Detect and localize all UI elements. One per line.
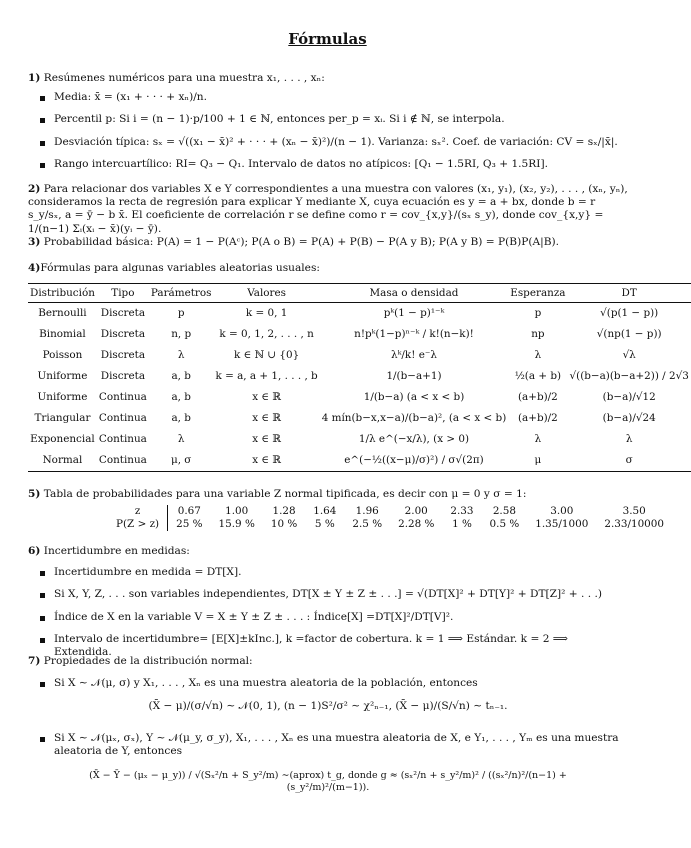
equation: (X̄ − μ)/(σ/√n) ∼ 𝒩(0, 1), (n − 1)S²/σ² ∼ χ²ₙ₋₁, (X̄ − μ)/(S/√n) ∼ tₙ₋₁. xyxy=(148,700,508,713)
z-value-cell: 3.50 xyxy=(622,505,646,518)
probability-cell: 0.5 % xyxy=(489,518,520,531)
table-cell: √(p(1 − p)) xyxy=(600,307,659,320)
table-cell: a, b xyxy=(171,370,191,383)
z-value-cell: 2.58 xyxy=(492,505,516,518)
z-value-cell: 2.33 xyxy=(450,505,474,518)
table-cell: √(np(1 − p)) xyxy=(596,328,662,341)
table-cell: k = 0, 1 xyxy=(245,307,288,320)
table-cell: Continua xyxy=(97,450,149,472)
list-item: Desviación típica: sₓ = √((x₁ − x̄)² + · · · + (xₙ − x̄)²)/(n − 1). Varianza: sₓ². Coef. de variación: CV = sₓ/|x̄|. xyxy=(28,136,628,149)
table-cell: Uniforme xyxy=(37,370,88,383)
probability-cell: 15.9 % xyxy=(218,518,255,531)
section-2 xyxy=(28,183,628,236)
table-cell: √λ xyxy=(622,349,636,362)
table-cell: 1/λ e^(−x/λ), (x > 0) xyxy=(358,433,470,446)
column-header: Masa o densidad xyxy=(320,284,509,303)
section-number: 7) xyxy=(28,655,41,667)
probability-cell: 5 % xyxy=(314,518,335,531)
section-3 xyxy=(28,236,628,249)
table-cell: e^(−½((x−μ)/σ)²) / σ√(2π) xyxy=(320,450,509,472)
probability-cell: 10 % xyxy=(270,518,298,531)
table-row xyxy=(28,345,691,366)
list-item: Media: x̄ = (x₁ + · · · + xₙ)/n. xyxy=(28,91,628,104)
section-number: 4) xyxy=(28,262,41,274)
table-cell: (b−a)/√12 xyxy=(602,391,656,404)
table-cell: p xyxy=(534,307,542,320)
table-cell: (b−a)/√24 xyxy=(602,412,656,425)
section-number: 6) xyxy=(28,545,41,557)
probability-cell: 25 % xyxy=(176,518,203,531)
table-cell: Poisson xyxy=(42,349,83,362)
section-7 xyxy=(28,655,628,794)
table-cell: np xyxy=(531,328,545,341)
column-header: Esperanza xyxy=(508,284,567,303)
table-cell: x ∈ ℝ xyxy=(252,433,281,446)
list-item: Incertidumbre en medida = DT[X]. xyxy=(28,566,628,579)
z-value-cell: 1.64 xyxy=(313,505,337,518)
table-header-row xyxy=(28,284,691,303)
table-cell: λᵏ/k! e⁻λ xyxy=(391,349,437,362)
table-row xyxy=(28,429,691,450)
column-header: Parámetros xyxy=(149,284,214,303)
distributions-table xyxy=(28,283,691,472)
table-cell: 1/(b−a) (a < x < b) xyxy=(363,391,465,404)
table-row xyxy=(28,366,691,387)
table-cell: x ∈ ℝ xyxy=(252,412,281,425)
table-cell: μ, σ xyxy=(149,450,214,472)
table-cell: Continua xyxy=(98,391,147,404)
probability-cell: 2.5 % xyxy=(352,518,383,531)
table-body xyxy=(28,303,691,472)
row-label: P(Z > z) xyxy=(108,518,168,531)
table-cell: Discreta xyxy=(100,328,146,341)
table-cell: μ xyxy=(508,450,567,472)
probability-cell: 1 % xyxy=(452,518,472,531)
section-number: 5) xyxy=(28,488,41,500)
section-heading: Incertidumbre en medidas: xyxy=(43,545,190,557)
list-item: Percentil p: Si i = (n − 1)·p/100 + 1 ∈ ℕ, entonces per_p = xᵢ. Si i ∉ ℕ, se interpola. xyxy=(28,113,628,126)
column-header: Tipo xyxy=(97,284,149,303)
z-value-cell: 1.28 xyxy=(272,505,296,518)
column-header: Distribución xyxy=(28,284,97,303)
table-cell: Binomial xyxy=(39,328,86,341)
table-cell: (a+b)/2 xyxy=(518,412,558,425)
section-number: 3) xyxy=(28,236,41,248)
table-cell: 1/(b−a+1) xyxy=(386,370,442,383)
table-cell: Discreta xyxy=(100,349,146,362)
z-value-cell: 1.00 xyxy=(225,505,249,518)
table-row xyxy=(108,505,672,518)
normal-probability-table xyxy=(108,505,672,531)
section-text: Para relacionar dos variables X e Y correspondientes a una muestra con valores (x₁, y₁), (x₂, y₂), . . . , (xₙ, yₙ), consideramos la recta de regresión para explicar Y mediante X, cuya ecuación es y = a + bx, donde b = r s_y/sₓ, a = ȳ − b x̄. El coeficiente de correlación r se define como r = cov_{x,y}/(sₓ s_y), donde cov_{x,y} = 1/(n−1) Σᵢ(xᵢ − x̄)(yᵢ − ȳ). xyxy=(28,183,628,235)
table-cell: σ xyxy=(568,450,691,472)
table-cell: n!pᵏ(1−p)ⁿ⁻ᵏ / k!(n−k)! xyxy=(354,328,474,341)
section-1 xyxy=(28,72,628,171)
probability-cell: 2.33/10000 xyxy=(604,518,665,531)
table-cell: k = 0, 1, 2, . . . , n xyxy=(219,328,314,341)
section-text: Probabilidad básica: P(A) = 1 − P(Aᶜ); P(A o B) = P(A) + P(B) − P(A y B); P(A y B) = P(B)P(A|B). xyxy=(43,236,559,248)
section-number: 1) xyxy=(28,72,41,84)
list-item: Si X ∼ 𝒩(μₓ, σₓ), Y ∼ 𝒩(μ_y, σ_y), X₁, . . . , Xₙ es una muestra aleatoria de X, e Y₁, . . . , Yₘ es una muestra aleatoria de Y, entonces xyxy=(28,732,628,758)
list-item: Índice de X en la variable V = X ± Y ± Z ± . . . : Índice[X] =DT[X]²/DT[V]². xyxy=(28,611,628,624)
equation: (X̄ − Ȳ − (μₓ − μ_y)) / √(Sₓ²/n + S_y²/m) ∼(aprox) t_g, donde g ≈ (sₓ²/n + s_y²/m)² / ((sₓ²/n)²/(n−1) + (s_y²/m)²/(m−1)). xyxy=(89,770,567,794)
table-cell: x ∈ ℝ xyxy=(252,391,281,404)
column-header: DT xyxy=(568,284,691,303)
table-cell: k ∈ ℕ ∪ {0} xyxy=(233,349,300,362)
list-item: Intervalo de incertidumbre= [E[X]±kInc.], k =factor de cobertura. k = 1 ⟹ Estándar. k = 2 ⟹ Extendida. xyxy=(28,633,628,659)
table-cell: Discreta xyxy=(100,370,146,383)
table-cell: a, b xyxy=(171,412,191,425)
table-cell: Exponencial xyxy=(30,433,95,446)
column-header: Valores xyxy=(214,284,320,303)
table-cell: Normal xyxy=(28,450,97,472)
section-heading: Tabla de probabilidades para una variable Z normal tipificada, es decir con μ = 0 y σ = 1: xyxy=(43,488,527,500)
section-heading: Resúmenes numéricos para una muestra x₁, . . . , xₙ: xyxy=(43,72,325,84)
table-row xyxy=(28,324,691,345)
page-title: Fórmulas xyxy=(288,30,367,48)
table-cell: Triangular xyxy=(34,412,91,425)
table-cell: Uniforme xyxy=(37,391,88,404)
z-value-cell: 2.00 xyxy=(404,505,428,518)
table-cell: pᵏ(1 − p)¹⁻ᵏ xyxy=(383,307,445,320)
table-cell: Continua xyxy=(98,433,147,446)
table-cell: (a+b)/2 xyxy=(518,391,558,404)
z-value-cell: 3.00 xyxy=(550,505,574,518)
table-cell: x ∈ ℝ xyxy=(214,450,320,472)
z-value-cell: 1.96 xyxy=(355,505,379,518)
table-row xyxy=(28,408,691,429)
table-row xyxy=(108,518,672,531)
table-cell: Bernoulli xyxy=(38,307,87,320)
table-cell: k = a, a + 1, . . . , b xyxy=(215,370,318,383)
section-heading: Propiedades de la distribución normal: xyxy=(43,655,253,667)
table-row xyxy=(28,303,691,325)
table-cell: a, b xyxy=(171,391,191,404)
row-label: z xyxy=(108,505,168,518)
table-cell: n, p xyxy=(171,328,192,341)
table-cell: λ xyxy=(177,349,185,362)
list-item: Si X, Y, Z, . . . son variables independientes, DT[X ± Y ± Z ± . . .] = √(DT[X]² + DT[Y]² + DT[Z]² + . . .) xyxy=(28,588,628,601)
list-item: Rango intercuartílico: RI= Q₃ − Q₁. Intervalo de datos no atípicos: [Q₁ − 1.5RI, Q₃ + 1.5RI]. xyxy=(28,158,628,171)
table-cell: √((b−a)(b−a+2)) / 2√3 xyxy=(569,370,689,383)
table-cell: λ xyxy=(177,433,185,446)
section-number: 2) xyxy=(28,183,41,195)
table-cell: λ xyxy=(534,433,542,446)
section-4 xyxy=(28,262,689,472)
probability-cell: 2.28 % xyxy=(398,518,435,531)
section-6 xyxy=(28,545,628,659)
table-cell: λ xyxy=(625,433,633,446)
table-cell: Continua xyxy=(98,412,147,425)
table-cell: ½(a + b) xyxy=(514,370,562,383)
probability-cell: 1.35/1000 xyxy=(535,518,589,531)
table-cell: p xyxy=(177,307,185,320)
table-row xyxy=(28,450,691,472)
section-5 xyxy=(28,488,665,531)
list-item: Si X ∼ 𝒩(μ, σ) y X₁, . . . , Xₙ es una muestra aleatoria de la población, entonces xyxy=(28,677,628,690)
z-value-cell: 0.67 xyxy=(177,505,201,518)
table-row xyxy=(28,387,691,408)
table-cell: 4 mín(b−x,x−a)/(b−a)², (a < x < b) xyxy=(321,412,507,425)
table-cell: Discreta xyxy=(100,307,146,320)
section-heading: Fórmulas para algunas variables aleatorias usuales: xyxy=(40,262,320,274)
table-cell: λ xyxy=(534,349,542,362)
